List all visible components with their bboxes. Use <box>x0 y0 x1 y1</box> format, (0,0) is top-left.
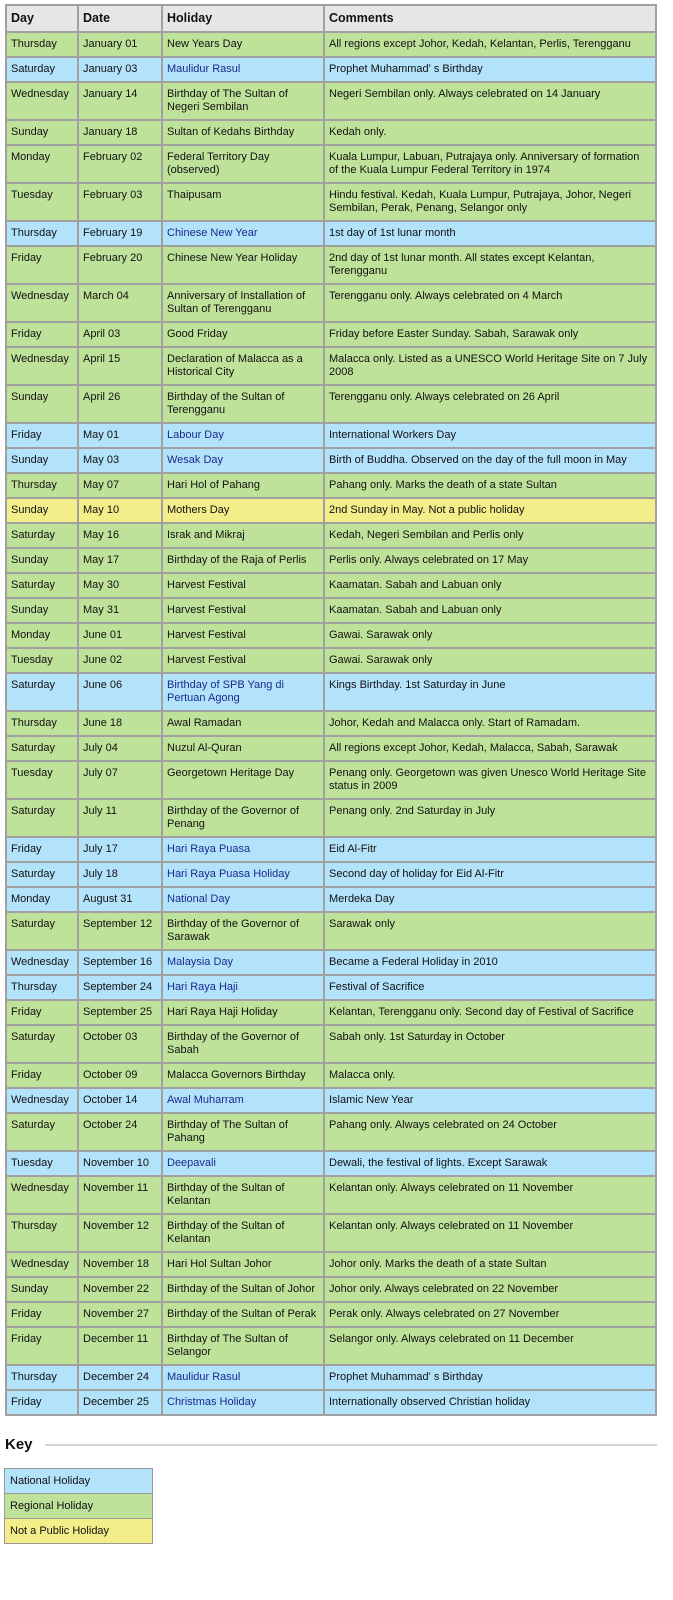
table-row <box>6 57 656 82</box>
cell-date: September 25 <box>78 1000 162 1025</box>
cell-day: Tuesday <box>6 648 78 673</box>
cell-date: April 03 <box>78 322 162 347</box>
cell-holiday: Birthday of The Sultan of Negeri Sembilan <box>162 82 324 120</box>
cell-comments: Became a Federal Holiday in 2010 <box>324 950 656 975</box>
cell-comments: Johor, Kedah and Malacca only. Start of Ramadam. <box>324 711 656 736</box>
table-row <box>6 145 656 183</box>
cell-comments: 2nd day of 1st lunar month. All states except Kelantan, Terengganu <box>324 246 656 284</box>
table-row <box>6 648 656 673</box>
cell-date: September 12 <box>78 912 162 950</box>
cell-date: December 11 <box>78 1327 162 1365</box>
table-row <box>6 711 656 736</box>
table-row <box>6 32 656 57</box>
table-row <box>6 736 656 761</box>
table-row <box>6 1390 656 1415</box>
table-row <box>6 221 656 246</box>
cell-holiday: Maulidur Rasul <box>162 57 324 82</box>
cell-holiday: Birthday of The Sultan of Pahang <box>162 1113 324 1151</box>
cell-date: February 03 <box>78 183 162 221</box>
cell-day: Friday <box>6 1063 78 1088</box>
cell-day: Wednesday <box>6 82 78 120</box>
cell-date: January 18 <box>78 120 162 145</box>
cell-day: Sunday <box>6 120 78 145</box>
cell-comments: Friday before Easter Sunday. Sabah, Sarawak only <box>324 322 656 347</box>
cell-date: May 30 <box>78 573 162 598</box>
cell-day: Saturday <box>6 736 78 761</box>
table-row <box>6 385 656 423</box>
cell-date: January 03 <box>78 57 162 82</box>
cell-date: January 01 <box>78 32 162 57</box>
cell-holiday: Maulidur Rasul <box>162 1365 324 1390</box>
cell-holiday: Wesak Day <box>162 448 324 473</box>
cell-day: Thursday <box>6 473 78 498</box>
cell-date: July 11 <box>78 799 162 837</box>
cell-day: Wednesday <box>6 284 78 322</box>
cell-comments: Johor only. Always celebrated on 22 November <box>324 1277 656 1302</box>
cell-holiday: Declaration of Malacca as a Historical City <box>162 347 324 385</box>
cell-holiday: Chinese New Year <box>162 221 324 246</box>
table-row <box>6 1088 656 1113</box>
table-row <box>6 887 656 912</box>
cell-day: Sunday <box>6 598 78 623</box>
cell-holiday: Awal Ramadan <box>162 711 324 736</box>
cell-holiday: Harvest Festival <box>162 598 324 623</box>
cell-date: June 01 <box>78 623 162 648</box>
cell-date: April 15 <box>78 347 162 385</box>
cell-comments: Penang only. Georgetown was given Unesco World Heritage Site status in 2009 <box>324 761 656 799</box>
table-row <box>6 1327 656 1365</box>
key-item <box>5 1469 153 1494</box>
key-table <box>4 1468 153 1544</box>
cell-day: Saturday <box>6 673 78 711</box>
key-item <box>5 1494 153 1519</box>
cell-comments: Kings Birthday. 1st Saturday in June <box>324 673 656 711</box>
cell-date: February 02 <box>78 145 162 183</box>
key-item <box>5 1519 153 1544</box>
cell-date: May 03 <box>78 448 162 473</box>
cell-day: Wednesday <box>6 1252 78 1277</box>
cell-holiday: Birthday of the Sultan of Johor <box>162 1277 324 1302</box>
cell-comments: Islamic New Year <box>324 1088 656 1113</box>
cell-day: Thursday <box>6 32 78 57</box>
cell-date: November 18 <box>78 1252 162 1277</box>
cell-date: November 10 <box>78 1151 162 1176</box>
cell-comments: Kelantan, Terengganu only. Second day of Festival of Sacrifice <box>324 1000 656 1025</box>
table-row <box>6 548 656 573</box>
table-row <box>6 1214 656 1252</box>
cell-day: Tuesday <box>6 1151 78 1176</box>
cell-comments: All regions except Johor, Kedah, Malacca, Sabah, Sarawak <box>324 736 656 761</box>
cell-day: Saturday <box>6 523 78 548</box>
cell-date: June 18 <box>78 711 162 736</box>
cell-day: Wednesday <box>6 347 78 385</box>
cell-comments: Selangor only. Always celebrated on 11 December <box>324 1327 656 1365</box>
cell-date: January 14 <box>78 82 162 120</box>
cell-comments: Perak only. Always celebrated on 27 November <box>324 1302 656 1327</box>
cell-day: Tuesday <box>6 183 78 221</box>
cell-date: June 02 <box>78 648 162 673</box>
cell-holiday: Harvest Festival <box>162 573 324 598</box>
cell-day: Friday <box>6 1390 78 1415</box>
cell-holiday: Birthday of the Sultan of Kelantan <box>162 1176 324 1214</box>
cell-day: Friday <box>6 1302 78 1327</box>
cell-holiday: Birthday of the Raja of Perlis <box>162 548 324 573</box>
cell-holiday: Harvest Festival <box>162 648 324 673</box>
cell-day: Monday <box>6 623 78 648</box>
cell-comments: Penang only. 2nd Saturday in July <box>324 799 656 837</box>
table-header <box>6 5 656 32</box>
table-row <box>6 1252 656 1277</box>
cell-day: Thursday <box>6 1214 78 1252</box>
cell-date: May 17 <box>78 548 162 573</box>
table-row <box>6 975 656 1000</box>
header-comments: Comments <box>324 5 656 32</box>
cell-comments: Malacca only. <box>324 1063 656 1088</box>
cell-date: May 07 <box>78 473 162 498</box>
key-label: National Holiday <box>5 1469 153 1494</box>
cell-date: December 25 <box>78 1390 162 1415</box>
cell-holiday: Hari Raya Haji <box>162 975 324 1000</box>
cell-holiday: Good Friday <box>162 322 324 347</box>
divider <box>45 1444 657 1446</box>
table-row <box>6 473 656 498</box>
cell-holiday: Birthday of SPB Yang di Pertuan Agong <box>162 673 324 711</box>
header-holiday: Holiday <box>162 5 324 32</box>
cell-comments: Malacca only. Listed as a UNESCO World Heritage Site on 7 July 2008 <box>324 347 656 385</box>
table-row <box>6 82 656 120</box>
table-row <box>6 423 656 448</box>
cell-date: October 24 <box>78 1113 162 1151</box>
cell-day: Saturday <box>6 1025 78 1063</box>
cell-day: Thursday <box>6 975 78 1000</box>
cell-holiday: Hari Hol of Pahang <box>162 473 324 498</box>
cell-day: Saturday <box>6 573 78 598</box>
table-row <box>6 837 656 862</box>
cell-holiday: Thaipusam <box>162 183 324 221</box>
cell-holiday: National Day <box>162 887 324 912</box>
cell-comments: Eid Al-Fitr <box>324 837 656 862</box>
cell-date: May 01 <box>78 423 162 448</box>
cell-holiday: Harvest Festival <box>162 623 324 648</box>
cell-date: September 16 <box>78 950 162 975</box>
cell-comments: Kelantan only. Always celebrated on 11 November <box>324 1214 656 1252</box>
cell-comments: Merdeka Day <box>324 887 656 912</box>
cell-date: October 03 <box>78 1025 162 1063</box>
cell-day: Thursday <box>6 1365 78 1390</box>
cell-comments: Johor only. Marks the death of a state Sultan <box>324 1252 656 1277</box>
cell-holiday: Nuzul Al-Quran <box>162 736 324 761</box>
cell-day: Thursday <box>6 221 78 246</box>
cell-comments: Pahang only. Marks the death of a state Sultan <box>324 473 656 498</box>
cell-comments: Birth of Buddha. Observed on the day of the full moon in May <box>324 448 656 473</box>
cell-date: April 26 <box>78 385 162 423</box>
cell-day: Saturday <box>6 57 78 82</box>
cell-day: Sunday <box>6 385 78 423</box>
table-row <box>6 799 656 837</box>
cell-date: May 31 <box>78 598 162 623</box>
cell-comments: International Workers Day <box>324 423 656 448</box>
table-row <box>6 523 656 548</box>
cell-holiday: Malacca Governors Birthday <box>162 1063 324 1088</box>
cell-comments: Kaamatan. Sabah and Labuan only <box>324 573 656 598</box>
cell-date: August 31 <box>78 887 162 912</box>
cell-comments: Prophet Muhammad' s Birthday <box>324 57 656 82</box>
table-row <box>6 950 656 975</box>
cell-date: October 14 <box>78 1088 162 1113</box>
cell-date: November 22 <box>78 1277 162 1302</box>
cell-comments: Negeri Sembilan only. Always celebrated on 14 January <box>324 82 656 120</box>
cell-holiday: Hari Raya Haji Holiday <box>162 1000 324 1025</box>
table-row <box>6 862 656 887</box>
cell-comments: Kedah, Negeri Sembilan and Perlis only <box>324 523 656 548</box>
cell-comments: Kedah only. <box>324 120 656 145</box>
cell-holiday: Birthday of the Governor of Penang <box>162 799 324 837</box>
key-label: Regional Holiday <box>5 1494 153 1519</box>
key-label: Not a Public Holiday <box>5 1519 153 1544</box>
cell-date: December 24 <box>78 1365 162 1390</box>
table-row <box>6 673 656 711</box>
table-row <box>6 912 656 950</box>
cell-day: Sunday <box>6 1277 78 1302</box>
table-row <box>6 1302 656 1327</box>
cell-day: Friday <box>6 322 78 347</box>
table-row <box>6 322 656 347</box>
cell-date: October 09 <box>78 1063 162 1088</box>
cell-holiday: Birthday of The Sultan of Selangor <box>162 1327 324 1365</box>
cell-day: Friday <box>6 423 78 448</box>
cell-holiday: Birthday of the Sultan of Kelantan <box>162 1214 324 1252</box>
header-date: Date <box>78 5 162 32</box>
cell-day: Saturday <box>6 1113 78 1151</box>
table-row <box>6 1176 656 1214</box>
cell-holiday: Deepavali <box>162 1151 324 1176</box>
cell-comments: Gawai. Sarawak only <box>324 623 656 648</box>
table-row <box>6 1063 656 1088</box>
cell-holiday: Hari Hol Sultan Johor <box>162 1252 324 1277</box>
cell-date: February 20 <box>78 246 162 284</box>
cell-comments: Internationally observed Christian holiday <box>324 1390 656 1415</box>
table-row <box>6 623 656 648</box>
cell-holiday: Birthday of the Governor of Sabah <box>162 1025 324 1063</box>
table-row <box>6 573 656 598</box>
table-row <box>6 284 656 322</box>
cell-day: Saturday <box>6 912 78 950</box>
cell-comments: Pahang only. Always celebrated on 24 October <box>324 1113 656 1151</box>
table-row <box>6 246 656 284</box>
cell-holiday: Birthday of the Sultan of Terengganu <box>162 385 324 423</box>
cell-day: Saturday <box>6 862 78 887</box>
cell-comments: Perlis only. Always celebrated on 17 May <box>324 548 656 573</box>
cell-day: Friday <box>6 246 78 284</box>
cell-day: Friday <box>6 1000 78 1025</box>
cell-day: Saturday <box>6 799 78 837</box>
header-day: Day <box>6 5 78 32</box>
cell-comments: Kaamatan. Sabah and Labuan only <box>324 598 656 623</box>
cell-date: November 11 <box>78 1176 162 1214</box>
cell-date: May 16 <box>78 523 162 548</box>
cell-comments: Sarawak only <box>324 912 656 950</box>
cell-date: June 06 <box>78 673 162 711</box>
cell-date: July 18 <box>78 862 162 887</box>
cell-day: Sunday <box>6 498 78 523</box>
cell-holiday: Chinese New Year Holiday <box>162 246 324 284</box>
cell-day: Friday <box>6 1327 78 1365</box>
cell-comments: Kelantan only. Always celebrated on 11 November <box>324 1176 656 1214</box>
cell-day: Monday <box>6 145 78 183</box>
cell-day: Tuesday <box>6 761 78 799</box>
cell-comments: Sabah only. 1st Saturday in October <box>324 1025 656 1063</box>
cell-day: Wednesday <box>6 950 78 975</box>
cell-day: Sunday <box>6 448 78 473</box>
cell-date: July 17 <box>78 837 162 862</box>
cell-holiday: Birthday of the Sultan of Perak <box>162 1302 324 1327</box>
cell-holiday: Sultan of Kedahs Birthday <box>162 120 324 145</box>
table-row <box>6 498 656 523</box>
cell-holiday: Federal Territory Day (observed) <box>162 145 324 183</box>
cell-comments: 2nd Sunday in May. Not a public holiday <box>324 498 656 523</box>
cell-holiday: Israk and Mikraj <box>162 523 324 548</box>
cell-holiday: Hari Raya Puasa Holiday <box>162 862 324 887</box>
cell-holiday: Awal Muharram <box>162 1088 324 1113</box>
holiday-table <box>5 4 657 1416</box>
cell-holiday: Labour Day <box>162 423 324 448</box>
cell-holiday: New Years Day <box>162 32 324 57</box>
cell-comments: All regions except Johor, Kedah, Kelantan, Perlis, Terengganu <box>324 32 656 57</box>
cell-comments: Terengganu only. Always celebrated on 26 April <box>324 385 656 423</box>
cell-comments: Gawai. Sarawak only <box>324 648 656 673</box>
cell-holiday: Georgetown Heritage Day <box>162 761 324 799</box>
table-row <box>6 183 656 221</box>
cell-comments: Prophet Muhammad' s Birthday <box>324 1365 656 1390</box>
cell-date: November 12 <box>78 1214 162 1252</box>
cell-date: March 04 <box>78 284 162 322</box>
cell-comments: Second day of holiday for Eid Al-Fitr <box>324 862 656 887</box>
table-row <box>6 1277 656 1302</box>
table-row <box>6 1000 656 1025</box>
cell-comments: Kuala Lumpur, Labuan, Putrajaya only. Anniversary of formation of the Kuala Lumpur Federal Territory in 1974 <box>324 145 656 183</box>
table-row <box>6 598 656 623</box>
table-row <box>6 120 656 145</box>
cell-date: July 04 <box>78 736 162 761</box>
cell-day: Monday <box>6 887 78 912</box>
table-row <box>6 1113 656 1151</box>
cell-day: Friday <box>6 837 78 862</box>
key-heading <box>5 1436 657 1453</box>
cell-date: November 27 <box>78 1302 162 1327</box>
cell-date: May 10 <box>78 498 162 523</box>
cell-comments: 1st day of 1st lunar month <box>324 221 656 246</box>
cell-comments: Terengganu only. Always celebrated on 4 March <box>324 284 656 322</box>
table-row <box>6 1025 656 1063</box>
cell-comments: Dewali, the festival of lights. Except Sarawak <box>324 1151 656 1176</box>
cell-day: Wednesday <box>6 1176 78 1214</box>
table-row <box>6 761 656 799</box>
key-title: Key <box>5 1436 33 1453</box>
cell-date: July 07 <box>78 761 162 799</box>
table-row <box>6 347 656 385</box>
table-row <box>6 1365 656 1390</box>
cell-day: Sunday <box>6 548 78 573</box>
cell-comments: Festival of Sacrifice <box>324 975 656 1000</box>
cell-holiday: Malaysia Day <box>162 950 324 975</box>
table-row <box>6 448 656 473</box>
cell-holiday: Birthday of the Governor of Sarawak <box>162 912 324 950</box>
cell-day: Wednesday <box>6 1088 78 1113</box>
cell-comments: Hindu festival. Kedah, Kuala Lumpur, Putrajaya, Johor, Negeri Sembilan, Perak, Penang, Selangor only <box>324 183 656 221</box>
cell-date: February 19 <box>78 221 162 246</box>
cell-holiday: Anniversary of Installation of Sultan of Terengganu <box>162 284 324 322</box>
table-row <box>6 1151 656 1176</box>
cell-holiday: Christmas Holiday <box>162 1390 324 1415</box>
cell-date: September 24 <box>78 975 162 1000</box>
cell-holiday: Hari Raya Puasa <box>162 837 324 862</box>
cell-day: Thursday <box>6 711 78 736</box>
cell-holiday: Mothers Day <box>162 498 324 523</box>
